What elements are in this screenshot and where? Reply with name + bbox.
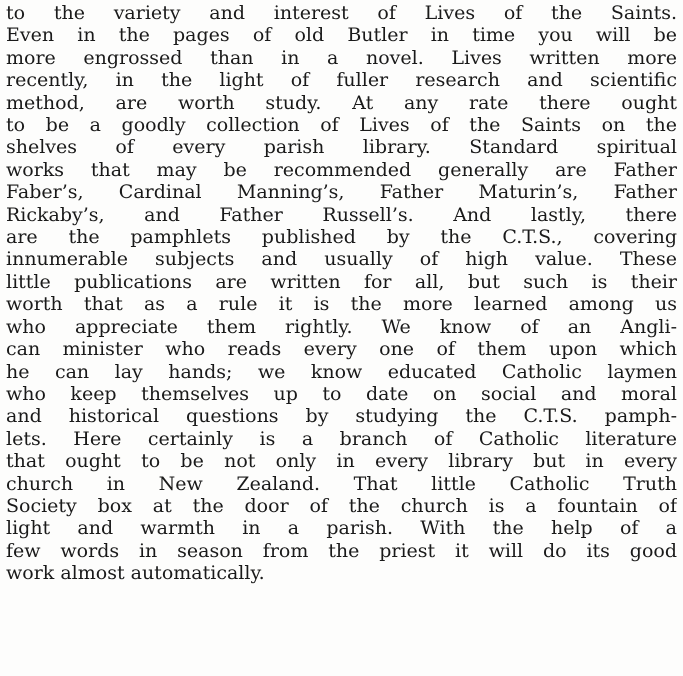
text-line: who appreciate them rightly. We know of an Angli-	[6, 315, 677, 338]
text-line: he can lay hands; we know educated Catholic laymen	[6, 360, 677, 383]
text-line: can minister who reads every one of them upon which	[6, 338, 677, 361]
text-line: Rickaby’s, and Father Russell’s. And lastly, there	[6, 203, 677, 226]
text-line: and historical questions by studying the C.T.S. pamph-	[6, 405, 677, 428]
text-line: light and warmth in a parish. With the help of a	[6, 517, 677, 540]
text-line: Faber’s, Cardinal Manning’s, Father Maturin’s, Father	[6, 181, 677, 204]
text-line: are the pamphlets published by the C.T.S., covering	[6, 226, 677, 249]
text-line: works that may be recommended generally are Father	[6, 158, 677, 181]
text-line: few words in season from the priest it will do its good	[6, 539, 677, 562]
text-line: to the variety and interest of Lives of the Saints.	[6, 2, 677, 24]
text-line: shelves of every parish library. Standard spiritual	[6, 136, 677, 159]
text-line: Even in the pages of old Butler in time you will be	[6, 24, 677, 47]
text-line: who keep themselves up to date on social and moral	[6, 382, 677, 405]
article-paragraph	[6, 2, 677, 585]
text-line: lets. Here certainly is a branch of Catholic literature	[6, 427, 677, 450]
text-line: little publications are written for all, but such is their	[6, 270, 677, 293]
text-line: work almost automatically.	[6, 562, 265, 585]
text-line: Society box at the door of the church is a fountain of	[6, 494, 677, 517]
text-line: method, are worth study. At any rate there ought	[6, 91, 677, 114]
text-line: worth that as a rule it is the more learned among us	[6, 293, 677, 316]
text-line: to be a goodly collection of Lives of the Saints on the	[6, 114, 677, 137]
text-line: church in New Zealand. That little Catholic Truth	[6, 472, 677, 495]
text-line: more engrossed than in a novel. Lives written more	[6, 46, 677, 69]
text-line: that ought to be not only in every library but in every	[6, 450, 677, 473]
text-line: innumerable subjects and usually of high value. These	[6, 248, 677, 271]
text-line: recently, in the light of fuller research and scientific	[6, 69, 677, 92]
